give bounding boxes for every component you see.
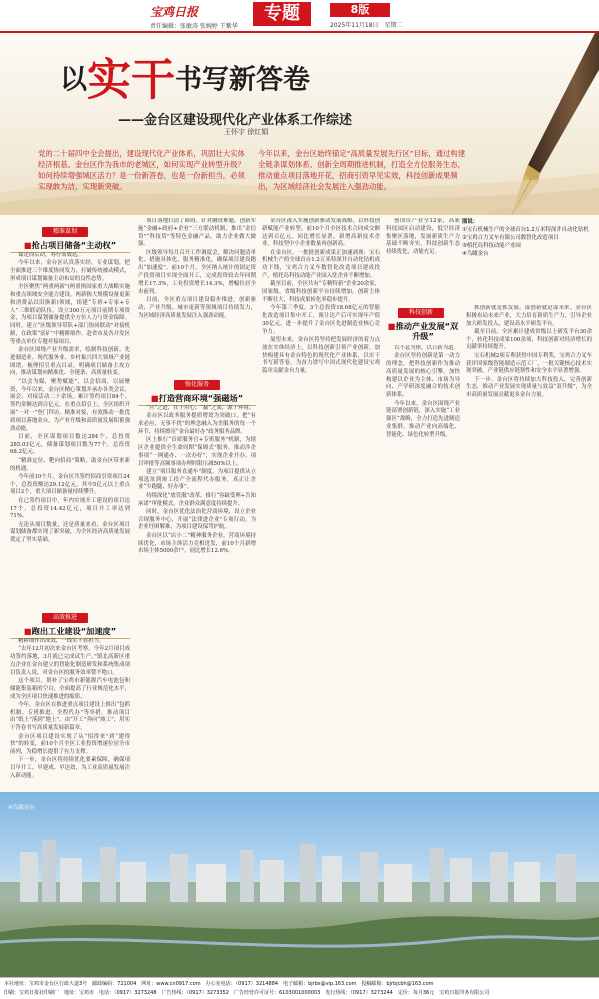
paragraph: 金台区坚持创新是第一动力的理念，把科技创新作为推动高质量发展的核心引擎，加快构建以企业为主体、市场为导向、产学研深度融合的技术创新体系。 (386, 353, 460, 399)
paragraph: 同时，金台区优化法治化营商环境，设立企业合规服务中心，开展“法律进企业”专项行动，为企业纾困解难，为项目建设保驾护航。 (138, 508, 256, 531)
byline: 王怀宇 徐红娟 (224, 128, 269, 136)
paragraph: 金台区围绕产业升级需求，绘制科技创新、先进制造业、现代服务业、乡村振兴四大领域产业链图谱，梳理招引重点目录，明确项目储备主攻方向，推动谋划向精准化、全链条、高质量转变。 (10, 347, 130, 377)
article-column-1 (10, 252, 130, 610)
responsible-editors: 责任编辑：张敏涛 张婉婷 王紫华 (150, 23, 238, 30)
article-column-4-bottom (386, 345, 460, 790)
intro-left: 党的二十届四中全会提出，建设现代化产业体系，巩固壮大实体经济根基。金台区作为我市的老城区，如何实现产业转型升级？如何持续增强城区活力？是一份新答卷，也是一份新担当，必须实现敢为洁，实现新突破。 (38, 149, 245, 191)
section-tag-strengthen-service: 强化服务 (174, 380, 220, 390)
article-column-3 (262, 218, 380, 790)
article-column-2-top (138, 218, 256, 378)
intro-right: 今年以来，金台区始终锚定“高质量发展先行区”目标，通过构建全链条谋划体系、创新全周期推进机制，打造全方位服务生态，推动重点项目落地开花，招商引资早见实效，科技创新成果频出，为区域经济社会发展注入强劲动能。 (258, 149, 466, 191)
paragraph: 金台区以“店小二”精神服务企业，营商环境持续优化，市场主体活力竞相迸发，前10个月新增市场主体5000余户，同比增长12.6%。 (138, 532, 256, 555)
headline (60, 56, 360, 104)
article-column-2-bottom (138, 405, 256, 790)
photo-caption-box (462, 218, 594, 298)
paragraph: 下一步，金台区将持续优化要素保障，确保项目早开工、早建成、早达效，为工业高质量发展注入新动能。 (10, 757, 130, 780)
paragraph: 精耕细作出成效，一线实干显担当。 (18, 638, 105, 644)
paragraph: 区级领导每月召开工作调度会，解决问题清单化、措施具体化、服务精准化，确保项目建设跑出“加速度”。前10个月，全区纳入统计的固定资产投资项目实现全面开工，完成投资较去年同期增长17.3%，工业投资增长14.3%，增幅位居全市前列。 (138, 249, 256, 295)
city-skyline-illustration (0, 792, 599, 977)
section-heading: ■推动产业发展“双升级” (387, 321, 459, 341)
paragraph: 金台区项目建设实现了从“招得来”到“建得快”的转变，前10个月全区工业投资增速位居全市前列，为稳增长提供了有力支撑。 (10, 733, 130, 756)
paragraph: 展望未来，金台区将坚持把发展经济的着力点放在实体经济上，以科技创新引领产业创新，加快构建具有金台特色的现代化产业体系，以实干书写新答卷，为奋力谱写中国式现代化建设宝鸡篇章贡献金台力量。 (262, 336, 380, 375)
section-heading-text: 抢占项目储备“主动权” (31, 240, 117, 250)
section-tag-precise-planning: 精准谋划 (42, 227, 88, 237)
paragraph: 宝石机械2项专利获得中国专利奖，宝鸡合力叉车获评国家级智能制造示范工厂，一批关键核心技术实现突破，产业链供应链韧性和安全水平显著增强。 (466, 352, 592, 375)
paragraph: “精准定位、靶向招商”策略，助金台区带来新的机遇。 (10, 457, 130, 472)
section-heading-text: 跑出工业建设“加速度” (31, 626, 117, 636)
paragraph: “营”之道，在于用心；“赢”之果，源于环境。 (146, 405, 255, 411)
section-label: 专题 (253, 2, 311, 26)
paragraph: 今年前10个月，金台区共签约招商引资项目24个，总投资额达29.12亿元，其中5亿元以上重点项目2个，重大项目储备量持续攀升。 (10, 473, 130, 496)
paragraph: 区上推行“首席服务官+专班服务”机制，为辖区企业提供全生命周期“保姆式”服务，推动涉企事项“一网通办、一次办好”，实现企业开办、项目审批等高频事项办理时限压减50%以上。 (138, 437, 256, 467)
paragraph: 金台区以政务服务提质增效为突破口，把“有求必应、无事不扰”的理念融入为企服务的每一个环节，持续擦亮“金台最好办”政务服务品牌。 (138, 413, 256, 435)
paragraph: 谋定而后动，筹行而致远。 (18, 252, 83, 258)
caption-item: ②宝鸡合力叉车有限公司数智化改造项目 (462, 235, 559, 241)
headline-highlight: 实干 (87, 54, 175, 106)
paragraph: 金台区深入实施创新驱动发展战略，以科技创新赋能产业转型。前10个月全区技术合同成交额达到百亿元，同比增长显著，新增高新技术企业、科技型中小企业数量再创新高。 (262, 218, 380, 248)
section-heading: ■跑出工业建设“加速度” (10, 626, 130, 639)
section-heading: ■抢占项目储备“主动权” (10, 240, 130, 253)
paragraph: 项目落地扫清了障碍。针对融资难题，创新实施“金融+政府+企业”三方联动机制，推出“金信贷”“科技贷”等特色金融产品，助力企业做大做强。 (138, 218, 256, 248)
paragraph: 今年，金台区在推进重点项目建设上推出“包抓机制、专班推进、全程代办”等举措，推动项目由“纸上”落到“地上”，由“开工”奔向“竣工”，用实干答卷书写高质量发展新篇章。 (10, 701, 130, 732)
article-column-4-top (386, 218, 460, 298)
caption-item: ①宝石机械生产的全球首台1.2万米特深井自动化钻机 (462, 227, 589, 233)
paragraph: 全区聚焦“两重两新”(两重指国家重大战略实施和重点领域安全能力建设，两新指大规模设备更新和消费品以旧换新)领域，组建“专班+专家+专人”三维联动队伍，设立300万元项目前期专项资金，为项目谋划储备提供全方位人力与资金保障。同时，建立“区级领导带队+部门协同联动”对接机制，在政策“富矿”中精耕细作，赴省市及各开发区等重点单位专题对接项目。 (10, 284, 130, 345)
paragraph: 目前，全区谋划项目数达284个，总投资285.03亿元，储备谋划项目数为77个，总投资68.2亿元。 (10, 433, 130, 456)
paragraph: 创国库产业全12家，高新科技园区启动建设，低空经济集聚区落地，发展新质生产力基础不断夯实，科技创新生态持续优化，动能充足。 (386, 218, 460, 256)
paragraph: 无论从项目数量，还是质量来看，金台区项目谋划储备都实现了新突破，为全区经济高质量发展奠定了坚实基础。 (10, 521, 130, 544)
headline-part-3: 书写新答卷 (175, 64, 310, 96)
paragraph: 持续深化“放管服”改革，推行“容缺受理+告知承诺”审批模式，企业群众满意度持续提升。 (138, 492, 256, 507)
section-tag-efficient-progress: 高效推进 (42, 613, 88, 623)
article-column-1b (10, 638, 130, 792)
newspaper-logo: 宝鸡日报 (150, 5, 199, 19)
paragraph: 建立“项目服务直通车”制度，为项目提供从立项选址到竣工投产全流程代办服务，真正让企业“少跑腿、好办事”。 (138, 468, 256, 491)
paragraph: 在金台区，一批批创新成果正加速涌现：宝石机械生产的全球首台1.2万米特深井自动化钻机成功下线，宝鸡合力叉车数智化改造项目建成投产，植托岛科技动能产业园入驻企业不断增加。 (262, 249, 380, 280)
paragraph: 今年以来，金台区认真落实经，专业谋划，把全面推进三个维度协同发力，打破传统被动模式，形成项目谋划储备主动布局的良性态势。 (10, 260, 130, 282)
headline-part-1: 以 (60, 64, 87, 96)
section-heading-text: 打造营商环境“强磁场” (158, 393, 244, 403)
page-number: 8版 (330, 3, 390, 17)
paragraph: 下一步，金台区将持续加大科技投入，完善创新生态，推动产业发展实现质量与效益“双升级”，为全市高质量发展贡献更多金台力量。 (466, 376, 592, 399)
paragraph: “去年12月初次来金台区考察，今年2月项目成功签约落地，3月就已完成试生产。”镇北高新区重点企业在金台建立的智能化制造研发和系统集成项目负责人说，对金台区的服务效率赞不绝口。 (10, 646, 130, 676)
paragraph: 截至目前，全区共有“专精特新”企业20余家，国家级、省级科技创新平台持续增加，创新主体不断壮大，科技成果转化率稳步提升。 (262, 281, 380, 303)
article-column-5 (466, 305, 592, 790)
paragraph: 目前，全区重点项目建设稳步推进，创新驱动、产业升级、城市更新等领域项目持续发力，为区域经济高质量发展注入强劲动能。 (138, 296, 256, 319)
footer-line-printing: 印刷：宝鸡日报社印刷厂 地址：宝鸡市 电话：（0917）3273248 广告热线：（0917）3273352 广告经营许可证号：6103001000003 发行热线：（0917）3273244 定价：每月36元 宝鸡日报印务有限公司 (4, 990, 490, 996)
photo-label: ④鸟瞰金台 (8, 805, 35, 811)
paragraph: 今年以来，金台区围绕产业链部署创新链，深入实施“工业强区”战略，全力打造先进制造业集群，推动产业向高端化、智能化、绿色化转型升级。 (386, 400, 460, 438)
caption-item: ③植托岛科技动能产业园 (462, 243, 521, 249)
paragraph: 今年第三季度，3个总投资18.68亿元的智能化改造项目集中开工，预计达产后可实现年产值30亿元，进一步提升了金台区先进制造业核心竞争力。 (262, 305, 380, 335)
paragraph: 抓创新就是抓发展，谋创新就是谋未来。金台区积极布局未来产业，大力培育新质生产力，引导企业加大研发投入，建设高水平研发平台。 (466, 305, 592, 327)
paragraph: “以会为媒，聚势赋能”，以会招商，以展聚资，今年以来，金台区精心策划并承办各类会议、展会、对接活动二十余场，累计签约项目84个，签约金额达到百亿元。在重点招引上，全区组织开展“一对一”登门拜访、精准对接，有效推动一批优质项目落地金台，为产业升级和高质量发展积蓄强劲动能。 (10, 378, 130, 432)
aerial-city-photo (0, 792, 599, 977)
paragraph: 在已签约项目中，年内实现开工建设的项目达17个，总投资14.42亿元，项目开工率达到71%。 (10, 497, 130, 520)
headline-subtitle: ——金台区建设现代化产业体系工作综述 (118, 113, 353, 128)
footer-line-address: 本社地址：宝鸡市金台区行政大道3号 邮政编码：721004 网址：www.cn0917.com 办公室电话：（0917）3214884 电子邮箱：bjrbs@vip.163.com 投稿邮箱：bjrbjcbh@163.com (4, 981, 434, 987)
caption-item: ④鸟瞰金台 (462, 251, 489, 257)
section-tag-tech-innovation: 科技创新 (398, 308, 444, 318)
section-heading-text: 推动产业发展“双升级” (395, 321, 459, 341)
section-heading: ■打造营商环境“强磁场” (138, 393, 256, 406)
paragraph: 这个项目，填补了宝鸡市新能源汽车电池包和储能集装箱的空白，全面提高了行业规范化水平，成为全区项目快速推进的缩影。 (10, 677, 130, 700)
caption-title: 图说： (462, 219, 479, 225)
paragraph: 截至目前，全区累计建成省级以上研发平台30余个，转化科技成果100余项，科技创新对经济增长的贡献率持续提升。 (466, 328, 592, 351)
publication-date: 2025年11月18日 星期二 (330, 22, 403, 29)
paragraph: 以不息为体，以日新为道。 (394, 345, 459, 351)
